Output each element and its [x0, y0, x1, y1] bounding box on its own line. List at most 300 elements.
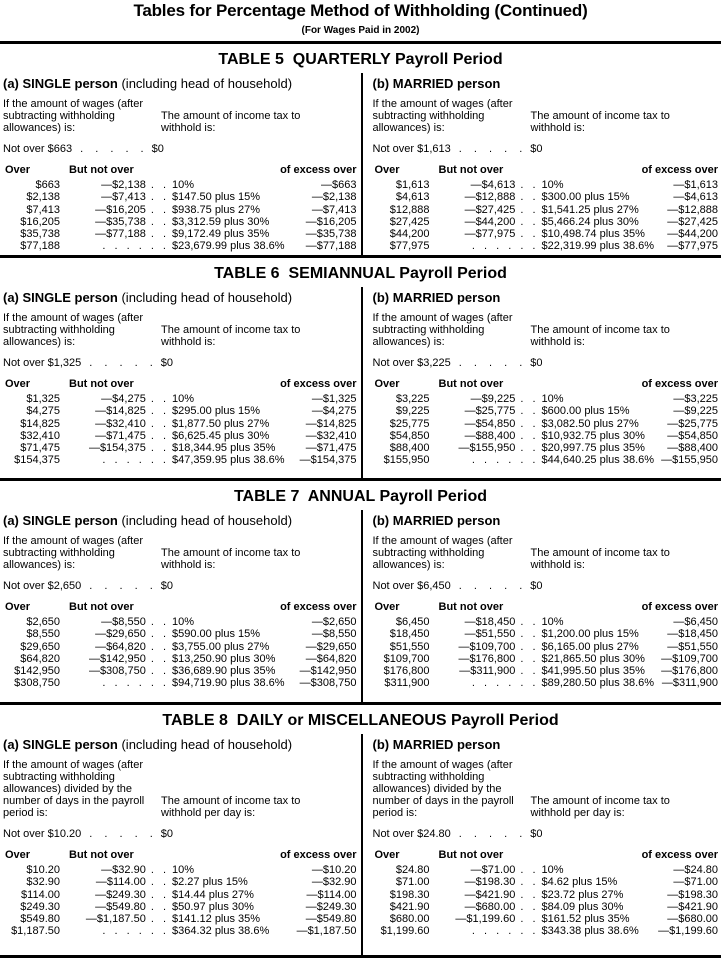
- dot-leaders: . .: [150, 876, 166, 889]
- but-not-over-value: —$8,550: [101, 616, 146, 628]
- over-value: $29,650: [20, 640, 60, 653]
- over-value: $4,613: [395, 191, 430, 204]
- over-value: $51,550: [389, 640, 430, 653]
- over-value: $54,850: [389, 429, 430, 442]
- but-not-over-cell: [430, 216, 536, 228]
- table-row: [373, 641, 719, 653]
- table-row: [3, 876, 357, 888]
- table-row: [3, 616, 357, 628]
- over-value: $154,375: [14, 454, 60, 467]
- table-row: [3, 641, 357, 653]
- dot-leaders: . .: [150, 191, 166, 204]
- not-over-amount: $0: [160, 828, 174, 840]
- over-value: $549.80: [20, 913, 60, 926]
- but-not-over-value: —$421.90: [464, 888, 516, 901]
- excess-over-value: —$142,950: [299, 665, 357, 678]
- over-value: $1,199.60: [380, 925, 430, 938]
- but-not-over-cell: [430, 191, 536, 203]
- but-not-over-cell: [60, 216, 166, 228]
- over-value: $249.30: [20, 900, 60, 913]
- excess-over-value: —$7,413: [311, 203, 357, 216]
- not-over-line: [373, 357, 719, 369]
- but-not-over-value: —$4,275: [101, 393, 146, 405]
- single-person-label: (a) SINGLE person: [3, 513, 118, 528]
- over-value: $421.90: [389, 900, 430, 913]
- table-5-single-column: [0, 73, 361, 255]
- tax-formula: $161.52 plus 35%: [541, 913, 630, 926]
- excess-over-value: —$1,613: [673, 179, 718, 191]
- not-over-label: Not over $24.80: [372, 828, 451, 840]
- not-over-label: Not over $6,450: [372, 580, 451, 592]
- excess-over-value: —$18,450: [667, 628, 718, 641]
- tax-formula: $1,877.50 plus 27%: [172, 417, 270, 430]
- bracket-column-headers: [3, 849, 357, 862]
- single-person-label: (a) SINGLE person: [3, 290, 118, 305]
- but-not-over-value: —$51,550: [464, 628, 516, 641]
- tax-formula: $13,250.90 plus 30%: [172, 652, 276, 665]
- but-not-over-value: —$1,199.60: [455, 913, 516, 926]
- table-row: [3, 393, 357, 405]
- but-not-over-cell: [60, 628, 166, 640]
- but-not-over-cell: [430, 665, 536, 677]
- dot-leaders: . .: [520, 429, 536, 442]
- tax-formula: $10,498.74 plus 35%: [541, 228, 645, 241]
- but-not-over-cell: [430, 925, 536, 937]
- excess-over-value: —$24.80: [673, 864, 718, 876]
- tax-formula: 10%: [541, 393, 564, 405]
- tax-formula: $343.38 plus 38.6%: [541, 925, 639, 938]
- but-not-over-cell: [60, 876, 166, 888]
- married-person-heading: [373, 290, 719, 305]
- but-not-over-value: —$29,650: [95, 628, 146, 641]
- excess-over-value: —$71,475: [305, 442, 357, 455]
- over-value: $16,205: [20, 215, 60, 228]
- of-excess-over-header: of excess over: [641, 378, 718, 390]
- table-8-married-column: [361, 734, 721, 955]
- tax-formula: $36,689.90 plus 35%: [172, 665, 276, 678]
- table-row: [373, 454, 719, 466]
- tax-formula: $94,719.90 plus 38.6%: [172, 677, 285, 690]
- single-person-label: (a) SINGLE person: [3, 737, 118, 752]
- of-excess-over-header: of excess over: [280, 378, 357, 390]
- bracket-rows: [373, 864, 719, 938]
- tax-formula: $3,755.00 plus 27%: [172, 640, 270, 653]
- page-subtitle: (For Wages Paid in 2002): [301, 25, 420, 36]
- tax-formula: $23,679.99 plus 38.6%: [172, 240, 285, 253]
- excess-over-value: —$35,738: [305, 228, 357, 241]
- but-not-over-cell: [60, 240, 166, 252]
- tax-label: The amount of income tax to withhold is:: [530, 547, 670, 571]
- but-not-over-value: —$142,950: [88, 652, 146, 665]
- table-row: [373, 876, 719, 888]
- wages-label: If the amount of wages (after subtracting withholding allowances) divided by the number of days in the payroll period is:: [372, 759, 514, 819]
- dot-leaders: . .: [150, 616, 166, 628]
- dot-leaders: . .: [520, 616, 536, 628]
- tax-formula: $21,865.50 plus 30%: [541, 652, 645, 665]
- but-not-over-cell: [430, 240, 536, 252]
- table-row: [373, 204, 719, 216]
- tax-label: The amount of income tax to withhold is:: [530, 110, 670, 134]
- but-not-over-cell: [60, 442, 166, 454]
- over-value: $18,450: [389, 628, 430, 641]
- tax-label: The amount of income tax to withhold is:: [161, 110, 301, 134]
- table-row: [373, 430, 719, 442]
- over-value: $2,138: [26, 191, 60, 204]
- but-not-over-value: —$18,450: [464, 616, 516, 628]
- but-not-over-cell: [60, 913, 166, 925]
- table-row: [3, 430, 357, 442]
- but-not-over-cell: [60, 864, 166, 876]
- but-not-over-header: But not over: [438, 378, 504, 390]
- dot-leaders: . .: [150, 179, 166, 191]
- condition-labels: [3, 312, 357, 348]
- tax-formula: $147.50 plus 15%: [172, 191, 261, 204]
- table-row: [373, 677, 719, 689]
- but-not-over-header: But not over: [69, 164, 134, 176]
- tax-formula: $18,344.95 plus 35%: [172, 442, 276, 455]
- excess-over-value: —$10.20: [311, 864, 357, 876]
- dot-leaders: . .: [520, 876, 536, 889]
- condition-labels: [373, 759, 719, 819]
- but-not-over-cell: [60, 616, 166, 628]
- over-header: Over: [374, 601, 400, 613]
- table-6-columns: [0, 287, 721, 478]
- not-over-amount: $0: [160, 580, 174, 592]
- condition-labels: [3, 759, 357, 819]
- but-not-over-cell: [430, 864, 536, 876]
- table-7-married-column: [361, 510, 721, 702]
- dot-leaders: . . . . .: [89, 357, 153, 369]
- tax-formula: $89,280.50 plus 38.6%: [541, 677, 655, 690]
- over-value: $25,775: [389, 417, 430, 430]
- over-value: $109,700: [383, 652, 430, 665]
- dot-leaders: . .: [150, 429, 166, 442]
- tax-formula: $1,200.00 plus 15%: [541, 628, 639, 641]
- single-person-label: (a) SINGLE person: [3, 76, 118, 91]
- but-not-over-cell: [430, 393, 536, 405]
- married-person-label: (b) MARRIED person: [372, 290, 501, 305]
- but-not-over-header: But not over: [438, 164, 504, 176]
- table-5-columns: [0, 73, 721, 255]
- but-not-over-value: —$308,750: [88, 665, 146, 678]
- table-row: [373, 665, 719, 677]
- tax-formula: $590.00 plus 15%: [172, 628, 261, 641]
- over-value: $155,950: [383, 454, 430, 467]
- not-over-amount: $0: [530, 828, 543, 840]
- but-not-over-value: —$77,188: [95, 228, 146, 241]
- but-not-over-value: —$680.00: [464, 900, 516, 913]
- but-not-over-value: —$88,400: [464, 429, 516, 442]
- over-value: $77,975: [389, 240, 430, 253]
- table-5-title: TABLE 5 QUARTERLY Payroll Period: [218, 51, 503, 68]
- table-row: [373, 653, 719, 665]
- tax-formula: $10,932.75 plus 30%: [541, 429, 645, 442]
- table-row: [373, 179, 719, 191]
- dot-leaders: . .: [520, 900, 536, 913]
- over-value: $32,410: [20, 429, 60, 442]
- tax-formula: $14.44 plus 27%: [172, 888, 254, 901]
- dot-leaders: . .: [150, 665, 166, 678]
- dot-leaders: . .: [520, 179, 536, 191]
- tax-formula: 10%: [541, 179, 564, 191]
- table-7-columns: [0, 510, 721, 702]
- dot-leaders: . .: [150, 864, 166, 876]
- table-row: [3, 665, 357, 677]
- over-value: $3,225: [395, 393, 430, 405]
- over-value: $27,425: [389, 215, 430, 228]
- but-not-over-header: But not over: [69, 601, 134, 613]
- dot-leaders: . .: [520, 393, 536, 405]
- excess-over-value: —$32.90: [311, 876, 357, 889]
- wages-label: If the amount of wages (after subtracting withholding allowances) is:: [3, 535, 144, 571]
- over-value: $4,275: [26, 405, 60, 418]
- over-header: Over: [5, 601, 31, 613]
- condition-labels: [373, 98, 719, 134]
- but-not-over-cell: [430, 889, 536, 901]
- table-row: [3, 442, 357, 454]
- dot-leaders: . .: [150, 417, 166, 430]
- but-not-over-cell: [60, 418, 166, 430]
- excess-over-value: —$4,613: [673, 191, 718, 204]
- excess-over-value: —$16,205: [305, 215, 357, 228]
- excess-over-value: —$1,187.50: [296, 925, 357, 938]
- but-not-over-cell: [60, 665, 166, 677]
- table-row: [373, 405, 719, 417]
- not-over-label: Not over $3,225: [372, 357, 451, 369]
- excess-over-value: —$44,200: [667, 228, 718, 241]
- excess-over-value: —$198.30: [667, 888, 718, 901]
- but-not-over-cell: [430, 616, 536, 628]
- but-not-over-header: But not over: [69, 378, 134, 390]
- table-8-title: TABLE 8 DAILY or MISCELLANEOUS Payroll Period: [162, 712, 559, 729]
- single-person-note: (including head of household): [117, 513, 293, 528]
- tax-label: The amount of income tax to withhold is:: [161, 324, 301, 348]
- table-row: [3, 240, 357, 252]
- but-not-over-cell: [430, 454, 536, 466]
- married-person-label: (b) MARRIED person: [372, 76, 501, 91]
- over-value: $71.00: [395, 876, 430, 889]
- bracket-column-headers: [3, 378, 357, 391]
- table-7-title: TABLE 7 ANNUAL Payroll Period: [233, 488, 488, 505]
- table-5-section: [0, 44, 721, 258]
- table-row: [3, 228, 357, 240]
- but-not-over-cell: [60, 228, 166, 240]
- but-not-over-value: —$155,950: [458, 442, 516, 455]
- tax-formula: $600.00 plus 15%: [541, 405, 630, 418]
- tax-formula: $2.27 plus 15%: [172, 876, 248, 889]
- over-value: $114.00: [21, 888, 60, 901]
- not-over-label: Not over $1,325: [3, 357, 82, 369]
- bracket-rows: [3, 179, 357, 253]
- table-row: [3, 913, 357, 925]
- tax-formula: $3,312.59 plus 30%: [172, 215, 270, 228]
- wages-label: If the amount of wages (after subtracting withholding allowances) is:: [372, 98, 513, 134]
- but-not-over-cell: [430, 204, 536, 216]
- but-not-over-cell: [60, 653, 166, 665]
- excess-over-value: —$27,425: [667, 215, 718, 228]
- dot-leaders: . .: [150, 215, 166, 228]
- not-over-line: [373, 580, 719, 592]
- excess-over-value: —$176,800: [661, 665, 718, 678]
- table-row: [373, 228, 719, 240]
- not-over-line: [3, 357, 357, 369]
- but-not-over-cell: [430, 405, 536, 417]
- excess-over-value: —$311,900: [661, 677, 718, 690]
- excess-over-value: —$64,820: [305, 652, 357, 665]
- of-excess-over-header: of excess over: [641, 164, 718, 176]
- tax-formula: 10%: [172, 393, 195, 405]
- over-value: $176,800: [383, 665, 430, 678]
- excess-over-value: —$25,775: [667, 417, 718, 430]
- table-row: [373, 191, 719, 203]
- single-person-heading: [3, 290, 357, 305]
- dot-leaders: . .: [150, 640, 166, 653]
- excess-over-value: —$154,375: [299, 454, 357, 467]
- table-7-section: [0, 481, 721, 705]
- excess-over-value: —$549.80: [305, 913, 357, 926]
- table-row: [3, 418, 357, 430]
- excess-over-value: —$51,550: [667, 640, 718, 653]
- bracket-column-headers: [373, 601, 719, 614]
- table-6-married-column: [361, 287, 721, 478]
- table-row: [3, 889, 357, 901]
- table-row: [373, 628, 719, 640]
- but-not-over-value: —$32,410: [95, 417, 146, 430]
- but-not-over-cell: [430, 418, 536, 430]
- but-not-over-cell: [430, 653, 536, 665]
- wages-label: If the amount of wages (after subtracting withholding allowances) divided by the number of days in the payroll period is:: [3, 759, 145, 819]
- but-not-over-cell: [60, 393, 166, 405]
- but-not-over-value: —$4,613: [470, 179, 516, 191]
- but-not-over-value: —$311,900: [459, 665, 516, 678]
- table-row: [3, 191, 357, 203]
- over-value: $24.80: [395, 864, 430, 876]
- table-row: [373, 216, 719, 228]
- but-not-over-value: —$114.00: [95, 876, 146, 889]
- table-5-married-column: [361, 73, 721, 255]
- over-value: $77,188: [20, 240, 60, 253]
- over-header: Over: [374, 849, 400, 861]
- table-row: [3, 653, 357, 665]
- table-8-section: [0, 705, 721, 958]
- page-title: Tables for Percentage Method of Withholding (Continued): [133, 1, 588, 20]
- single-person-heading: [3, 737, 357, 752]
- table-row: [3, 925, 357, 937]
- over-header: Over: [5, 378, 31, 390]
- but-not-over-cell: [430, 913, 536, 925]
- over-value: $1,187.50: [11, 925, 60, 938]
- table-row: [373, 889, 719, 901]
- over-value: $311,900: [384, 677, 430, 690]
- dot-leaders: . . . . .: [458, 580, 523, 592]
- over-value: $35,738: [20, 228, 60, 241]
- excess-over-value: —$421.90: [667, 900, 718, 913]
- not-over-amount: $0: [151, 143, 164, 155]
- over-header: Over: [5, 164, 31, 176]
- condition-labels: [3, 98, 357, 134]
- excess-over-value: —$308,750: [299, 677, 357, 690]
- single-person-note: (including head of household): [117, 76, 293, 91]
- excess-over-value: —$88,400: [667, 442, 718, 455]
- not-over-label: Not over $2,650: [3, 580, 82, 592]
- dot-leaders: . . . . .: [458, 828, 523, 840]
- not-over-line: [3, 828, 357, 840]
- table-row: [3, 901, 357, 913]
- table-row: [3, 405, 357, 417]
- but-not-over-value: —$109,700: [458, 640, 516, 653]
- excess-over-value: —$54,850: [667, 429, 718, 442]
- tax-formula: $1,541.25 plus 27%: [541, 203, 639, 216]
- tax-formula: $23.72 plus 27%: [541, 888, 624, 901]
- dot-leaders: . .: [520, 864, 536, 876]
- not-over-line: [373, 143, 719, 155]
- over-value: $1,325: [26, 393, 60, 405]
- excess-over-value: —$4,275: [311, 405, 357, 418]
- dot-leaders: . .: [520, 665, 536, 678]
- not-over-line: [3, 143, 357, 155]
- tax-formula: $141.12 plus 35%: [172, 913, 261, 926]
- over-value: $9,225: [395, 405, 430, 418]
- document-header: [0, 0, 721, 44]
- dot-leaders: . . . . . .: [102, 925, 166, 938]
- dot-leaders: . .: [520, 640, 536, 653]
- but-not-over-cell: [60, 191, 166, 203]
- dot-leaders: . .: [520, 442, 536, 455]
- but-not-over-value: —$14,825: [95, 405, 146, 418]
- not-over-line: [3, 580, 357, 592]
- dot-leaders: . .: [150, 405, 166, 418]
- excess-over-value: —$32,410: [305, 429, 357, 442]
- condition-labels: [373, 312, 719, 348]
- dot-leaders: . . . . . .: [471, 240, 536, 253]
- over-value: $8,550: [26, 628, 60, 641]
- wages-label: If the amount of wages (after subtracting withholding allowances) is:: [372, 312, 513, 348]
- wages-label: If the amount of wages (after subtracting withholding allowances) is:: [3, 98, 144, 134]
- dot-leaders: . .: [150, 203, 166, 216]
- but-not-over-cell: [430, 628, 536, 640]
- table-row: [3, 216, 357, 228]
- table-6-section: [0, 258, 721, 481]
- excess-over-value: —$1,199.60: [658, 925, 718, 938]
- dot-leaders: . .: [520, 417, 536, 430]
- over-value: $308,750: [14, 677, 60, 690]
- tax-formula: $6,165.00 plus 27%: [541, 640, 639, 653]
- single-person-heading: [3, 513, 357, 528]
- table-row: [373, 616, 719, 628]
- not-over-amount: $0: [530, 357, 543, 369]
- but-not-over-value: —$27,425: [464, 203, 516, 216]
- of-excess-over-header: of excess over: [280, 849, 357, 861]
- tax-formula: 10%: [172, 616, 195, 628]
- dot-leaders: . .: [150, 888, 166, 901]
- bracket-column-headers: [3, 601, 357, 614]
- tax-formula: 10%: [172, 864, 195, 876]
- over-value: $1,613: [395, 179, 430, 191]
- but-not-over-value: —$77,975: [464, 228, 516, 241]
- table-row: [3, 677, 357, 689]
- table-row: [3, 454, 357, 466]
- table-row: [373, 901, 719, 913]
- but-not-over-cell: [60, 430, 166, 442]
- bracket-rows: [3, 393, 357, 467]
- excess-over-value: —$663: [321, 179, 357, 191]
- dot-leaders: . .: [520, 913, 536, 926]
- excess-over-value: —$14,825: [305, 417, 357, 430]
- tax-formula: $4.62 plus 15%: [541, 876, 618, 889]
- over-value: $142,950: [14, 665, 60, 678]
- but-not-over-value: —$54,850: [464, 417, 516, 430]
- bracket-rows: [3, 616, 357, 690]
